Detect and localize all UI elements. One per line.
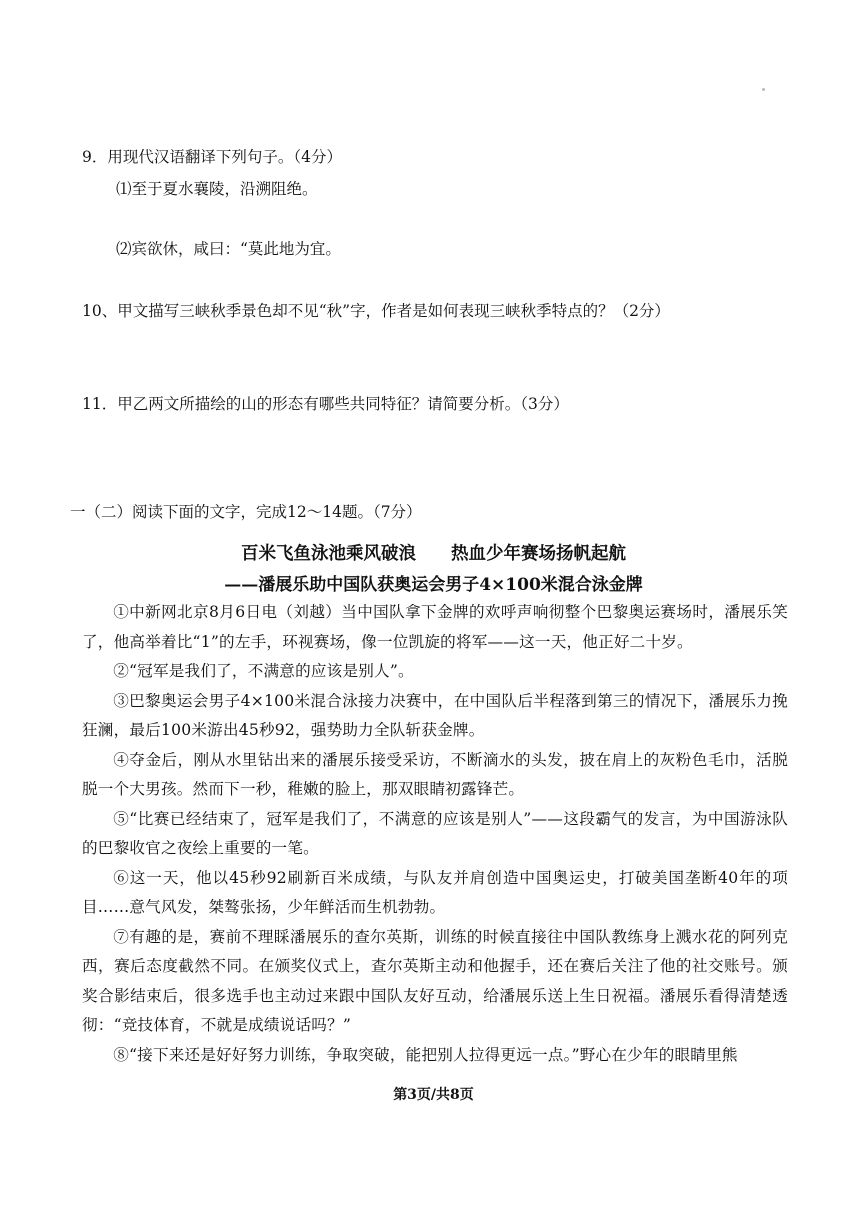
question-9-item-1: ⑴至于夏水襄陵，沿溯阻绝。 xyxy=(116,180,318,198)
article-paragraph-1: ①中新网北京8月6日电（刘越）当中国队拿下金牌的欢呼声响彻整个巴黎奥运赛场时，潘展乐笑了，他高举着比“1”的左手，环视赛场，像一位凯旋的将军——这一天，他正好二十岁。 xyxy=(82,603,788,651)
article-title: 百米飞鱼泳池乘风破浪 热血少年赛场扬帆起航 xyxy=(241,544,626,564)
question-9-item-2: ⑵宾欲休，咸曰：“莫此地为宜。 xyxy=(116,240,341,258)
article-paragraph-2: ②“冠军是我们了，不满意的应该是别人”。 xyxy=(113,662,414,680)
question-9: 9．用现代汉语翻译下列句子。（4分） xyxy=(82,148,342,166)
article-paragraph-8: ⑧“接下来还是好好努力训练，争取突破，能把别人拉得更远一点。”野心在少年的眼睛里熊 xyxy=(113,1045,738,1064)
article-body xyxy=(82,598,788,1070)
article-paragraph-7: ⑦有趣的是，赛前不理睬潘展乐的查尔英斯，训练的时候直接往中国队教练身上溅水花的阿列克西，赛后态度截然不同。在颁奖仪式上，查尔英斯主动和他握手，还在赛后关注了他的社交账号。颁奖合影结束后，很多选手也主动过来跟中国队友好互动，给潘展乐送上生日祝福。潘展乐看得清楚透彻：“竞技体育，不就是成绩说话吗？” xyxy=(82,927,788,1034)
scan-speck xyxy=(762,88,765,91)
article-subtitle: ——潘展乐助中国队获奥运会男子4×100米混合泳金牌 xyxy=(224,575,643,595)
article-paragraph-4: ④夺金后，刚从水里钻出来的潘展乐接受采访，不断滴水的头发，披在肩上的灰粉色毛巾，活脱脱一个大男孩。然而下一秒，稚嫩的脸上，那双眼睛初露锋芒。 xyxy=(82,750,788,798)
article-paragraph-6: ⑥这一天，他以45秒92刷新百米成绩，与队友并肩创造中国奥运史，打破美国垄断40年的项目……意气风发，桀骜张扬，少年鲜活而生机勃勃。 xyxy=(82,868,788,916)
article-paragraph-3: ③巴黎奥运会男子4×100米混合泳接力决赛中，在中国队后半程落到第三的情况下，潘展乐力挽狂澜，最后100米游出45秒92，强势助力全队斩获金牌。 xyxy=(82,691,788,739)
page-number: 第3页/共8页 xyxy=(393,1087,474,1103)
section-heading: 一（二）阅读下面的文字，完成12～14题。（7分） xyxy=(70,503,422,521)
question-10: 10、甲文描写三峡秋季景色却不见“秋”字，作者是如何表现三峡秋季特点的？（2分） xyxy=(82,302,670,320)
question-11: 11．甲乙两文所描绘的山的形态有哪些共同特征？请简要分析。（3分） xyxy=(82,395,569,413)
article-paragraph-5: ⑤“比赛已经结束了，冠军是我们了，不满意的应该是别人”——这段霸气的发言，为中国游泳队的巴黎收官之夜绘上重要的一笔。 xyxy=(82,809,788,857)
